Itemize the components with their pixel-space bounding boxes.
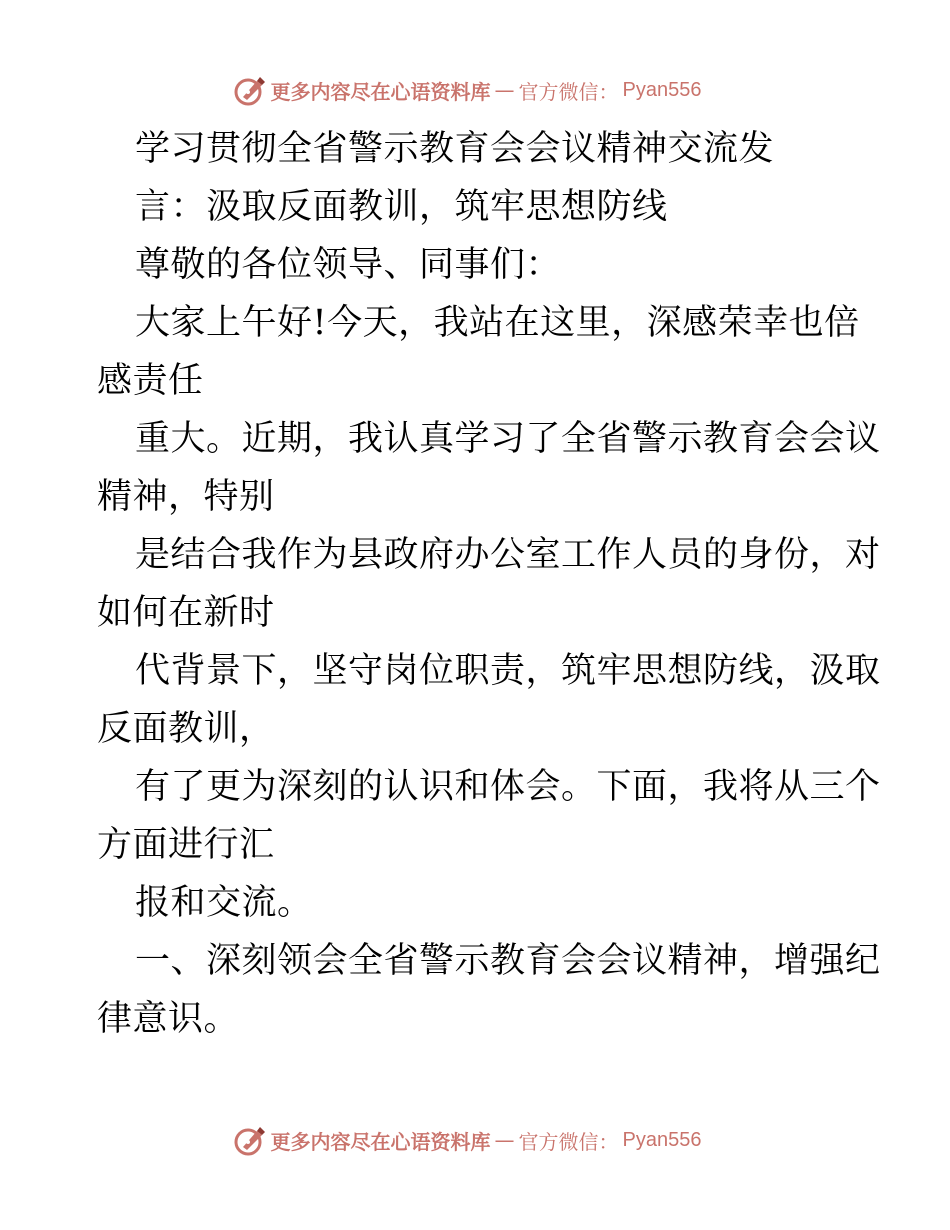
title-line-2: 言：汲取反面教训，筑牢思想防线 bbox=[135, 187, 668, 227]
banner-contact-label: 官方微信： bbox=[518, 79, 619, 104]
paragraph-line: 反面教训， bbox=[97, 709, 275, 749]
banner-separator: — bbox=[494, 1128, 515, 1152]
paragraph-line: 有了更为深刻的认识和体会。下面，我将从三个 bbox=[135, 767, 881, 807]
paragraph-line: 代背景下，坚守岗位职责，筑牢思想防线，汲取 bbox=[135, 651, 881, 691]
document-body bbox=[97, 120, 881, 1048]
banner-contact-label: 官方微信： bbox=[518, 1129, 619, 1154]
banner-main-text: 更多内容尽在心语资料库 bbox=[270, 79, 491, 104]
paragraph-line: 精神，特别 bbox=[97, 477, 275, 517]
footer-watermark-banner bbox=[0, 1120, 950, 1160]
paragraph-line: 如何在新时 bbox=[97, 593, 275, 633]
header-watermark-banner bbox=[0, 70, 950, 110]
pen-nib-logo-icon bbox=[233, 73, 267, 107]
section-heading-line: 一、深刻领会全省警示教育会会议精神，增强纪 bbox=[135, 941, 881, 981]
section-heading-line: 律意识。 bbox=[97, 999, 240, 1039]
pen-nib-logo-icon bbox=[233, 1123, 267, 1157]
banner-main-text: 更多内容尽在心语资料库 bbox=[270, 1129, 491, 1154]
banner-group bbox=[233, 73, 702, 107]
banner-separator: — bbox=[494, 78, 515, 102]
salutation-line: 尊敬的各位领导、同事们： bbox=[135, 245, 562, 285]
paragraph-line: 感责任 bbox=[97, 361, 204, 401]
paragraph-line: 大家上午好!今天，我站在这里，深感荣幸也倍 bbox=[135, 303, 860, 343]
paragraph-line: 方面进行汇 bbox=[97, 825, 275, 865]
title-line-1: 学习贯彻全省警示教育会会议精神交流发 bbox=[135, 129, 775, 169]
paragraph-line: 重大。近期，我认真学习了全省警示教育会会议 bbox=[135, 419, 881, 459]
paragraph-line: 报和交流。 bbox=[135, 883, 313, 923]
banner-wechat-id: Pyan556 bbox=[622, 78, 702, 101]
paragraph-line: 是结合我作为县政府办公室工作人员的身份，对 bbox=[135, 535, 881, 575]
banner-wechat-id: Pyan556 bbox=[622, 1128, 702, 1151]
banner-group bbox=[233, 1123, 702, 1157]
